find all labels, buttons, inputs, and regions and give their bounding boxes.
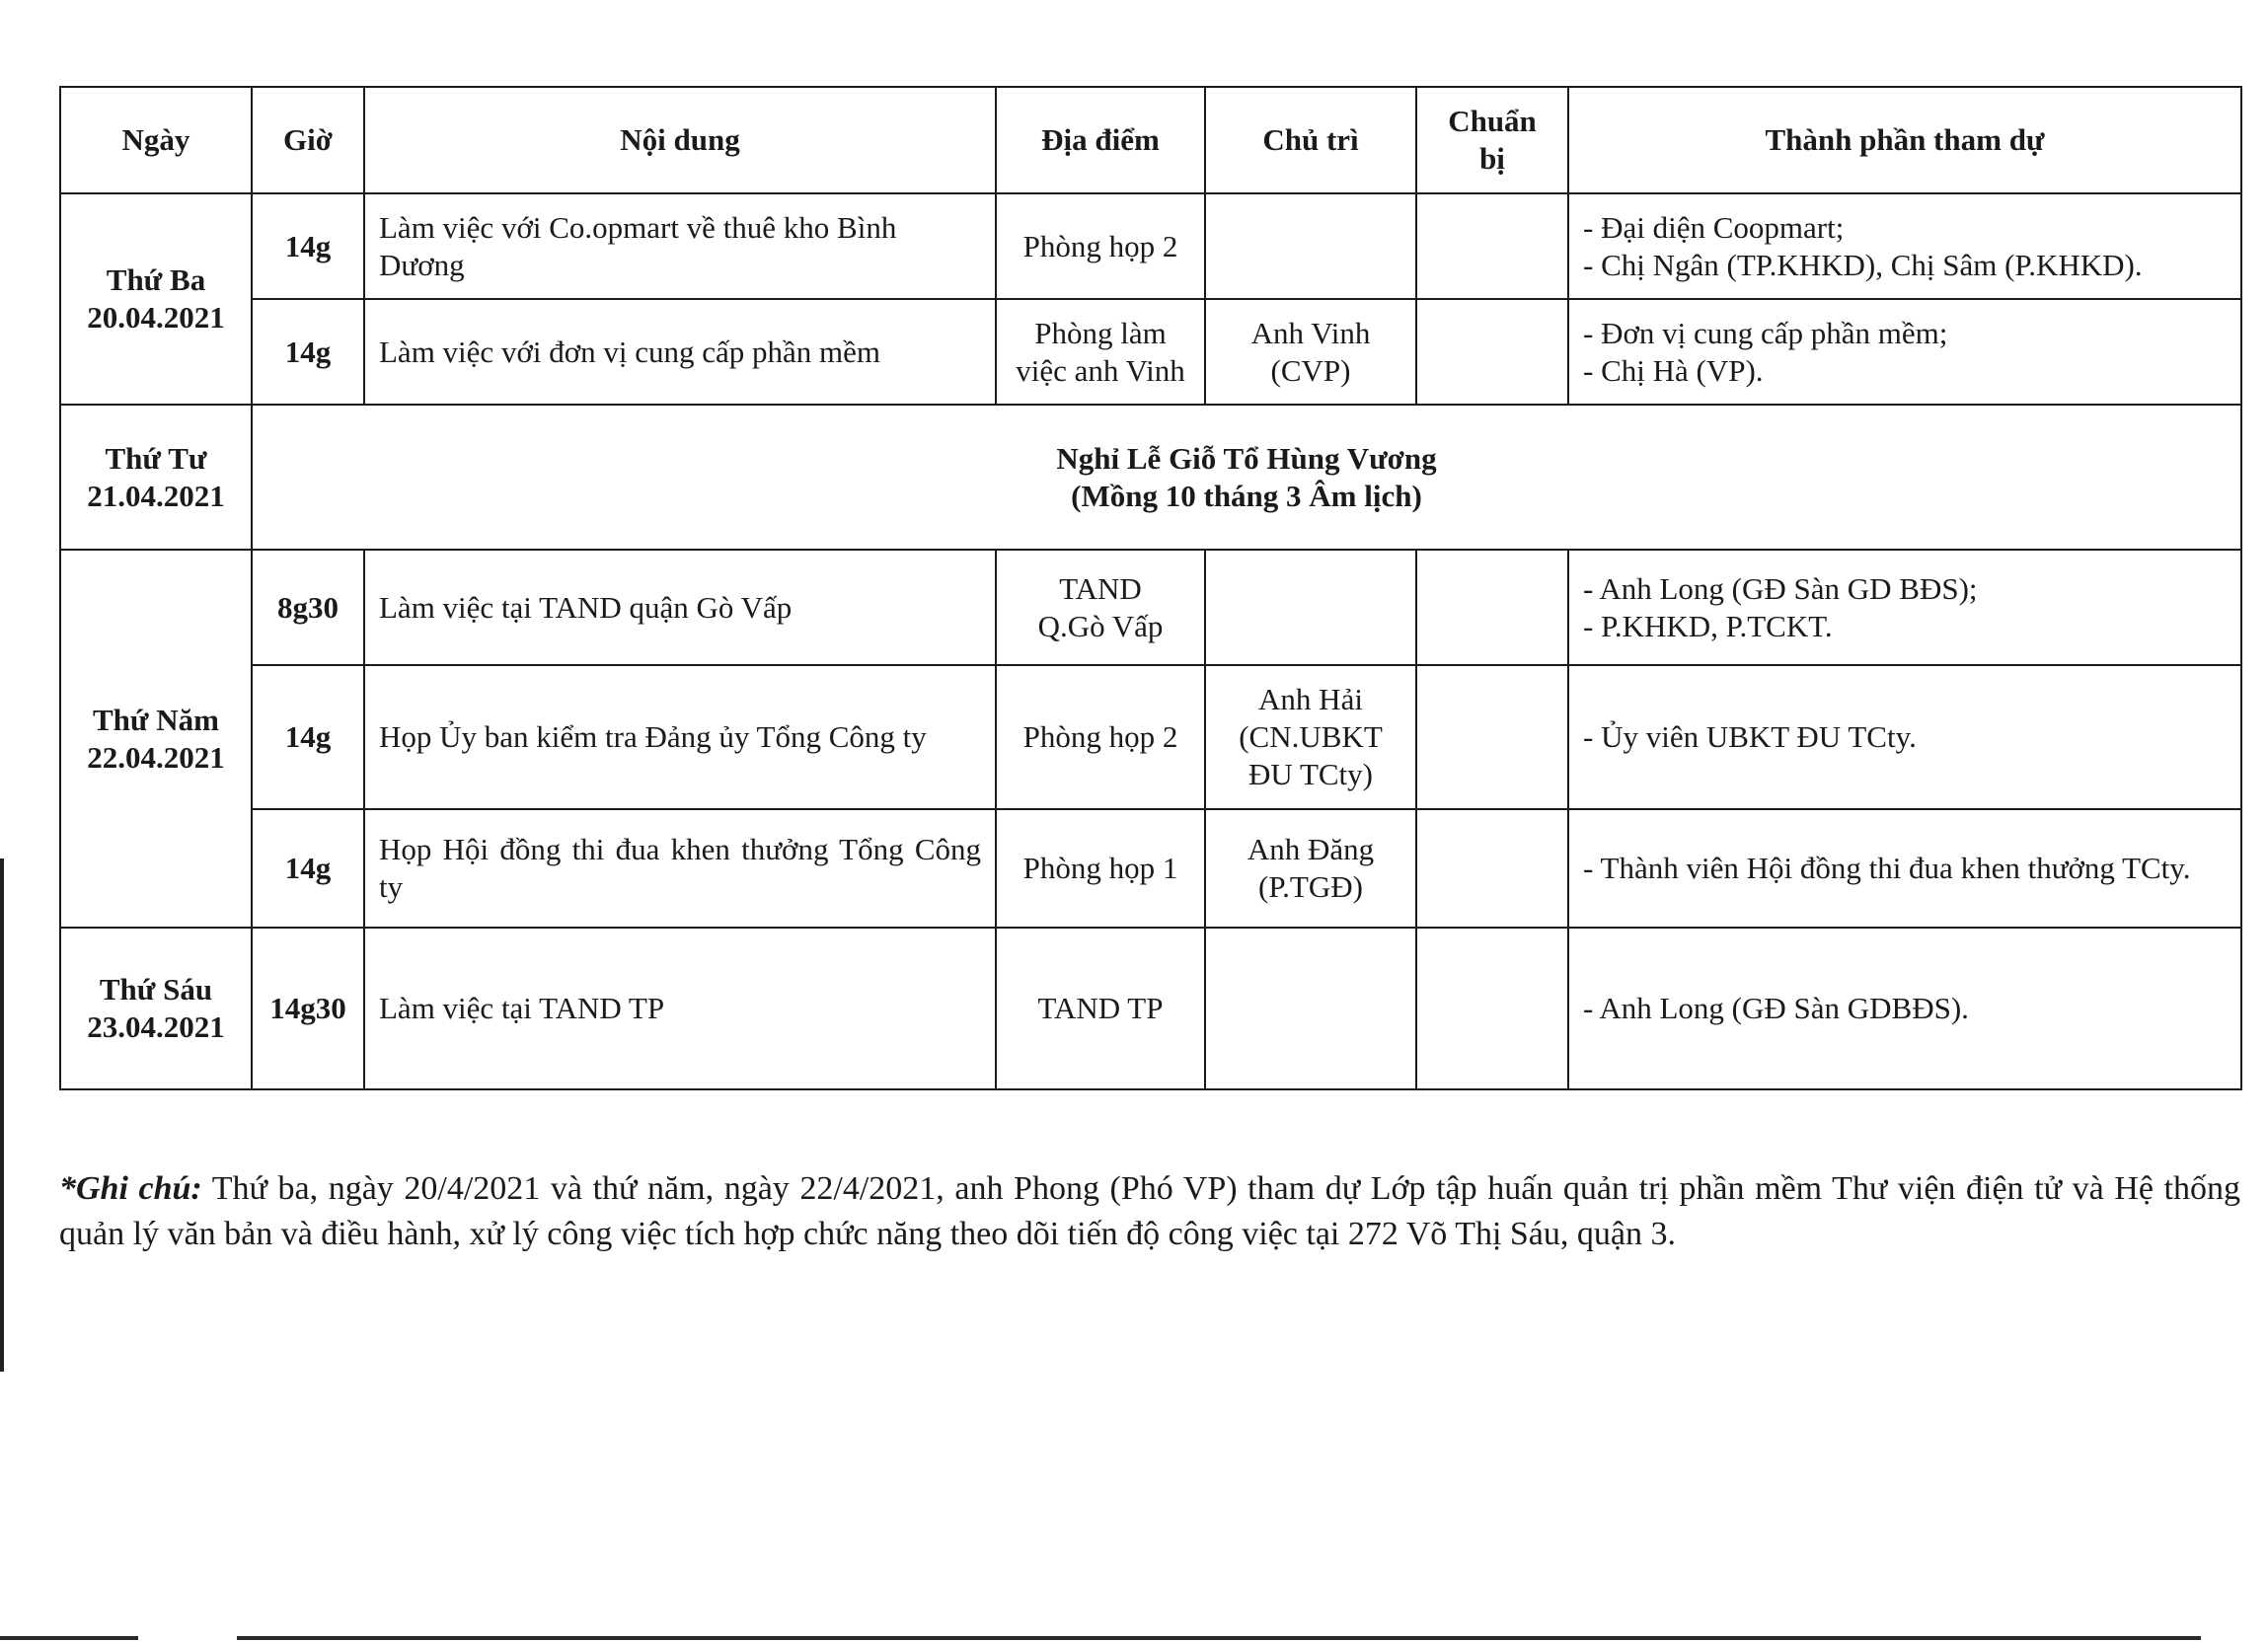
day-name: Thứ Năm bbox=[93, 702, 219, 737]
attendees-cell bbox=[1568, 299, 2241, 405]
time-cell: 14g bbox=[252, 193, 364, 299]
holiday-subtitle: (Mồng 10 tháng 3 Âm lịch) bbox=[1071, 478, 1422, 513]
content-cell: Làm việc với đơn vị cung cấp phần mềm bbox=[364, 299, 996, 405]
footnote-text: Thứ ba, ngày 20/4/2021 và thứ năm, ngày 22/4/2021, anh Phong (Phó VP) tham dự Lớp tập huấn quản trị phần mềm Thư viện điện tử và Hệ thống quản lý văn bản và điều hành, xử lý công việc tích hợp chức năng theo dõi tiến độ công việc tại 272 Võ Thị Sáu, quận 3. bbox=[59, 1170, 2240, 1252]
location-cell bbox=[996, 665, 1205, 809]
header-attendees: Thành phần tham dự bbox=[1568, 87, 2241, 193]
attendee-line: - Anh Long (GĐ Sàn GDBĐS). bbox=[1583, 991, 1969, 1025]
table-row bbox=[60, 928, 2241, 1089]
attendee-line: - Ủy viên UBKT ĐU TCty. bbox=[1583, 719, 1917, 754]
day-cell bbox=[60, 550, 252, 928]
location-line: Phòng họp 2 bbox=[1022, 228, 1178, 263]
attendee-line: - Đại diện Coopmart; bbox=[1583, 209, 1845, 245]
day-name: Thứ Ba bbox=[106, 262, 206, 297]
day-name: Thứ Tư bbox=[105, 440, 207, 476]
host-cell bbox=[1205, 665, 1416, 809]
header-prep-line2: bị bbox=[1479, 141, 1505, 176]
table-row bbox=[60, 405, 2241, 550]
host-cell bbox=[1205, 193, 1416, 299]
host-line: (P.TGĐ) bbox=[1258, 869, 1363, 904]
attendees-cell bbox=[1568, 665, 2241, 809]
header-prep-line1: Chuẩn bbox=[1448, 104, 1537, 138]
header-day: Ngày bbox=[60, 87, 252, 193]
host-cell bbox=[1205, 809, 1416, 928]
header-location: Địa điểm bbox=[996, 87, 1205, 193]
location-cell bbox=[996, 928, 1205, 1089]
location-line: Phòng họp 2 bbox=[1022, 719, 1178, 754]
location-cell bbox=[996, 809, 1205, 928]
holiday-cell bbox=[252, 405, 2241, 550]
time-cell: 14g bbox=[252, 809, 364, 928]
host-cell bbox=[1205, 299, 1416, 405]
location-line: TAND bbox=[1059, 570, 1142, 606]
schedule-table bbox=[59, 86, 2242, 1090]
host-cell bbox=[1205, 928, 1416, 1089]
time-cell: 14g bbox=[252, 665, 364, 809]
content-cell: Làm việc tại TAND TP bbox=[364, 928, 996, 1089]
attendees-cell bbox=[1568, 928, 2241, 1089]
day-cell bbox=[60, 405, 252, 550]
day-cell bbox=[60, 928, 252, 1089]
header-row bbox=[60, 87, 2241, 193]
time-cell: 14g bbox=[252, 299, 364, 405]
table-row bbox=[60, 299, 2241, 405]
host-line: Anh Hải bbox=[1258, 682, 1363, 716]
host-line: Anh Đăng bbox=[1247, 832, 1375, 866]
day-name: Thứ Sáu bbox=[99, 972, 213, 1007]
table-row bbox=[60, 550, 2241, 665]
bottom-rule-left bbox=[0, 1636, 138, 1640]
time-cell: 8g30 bbox=[252, 550, 364, 665]
prep-cell bbox=[1416, 809, 1568, 928]
table-row bbox=[60, 665, 2241, 809]
attendee-line: - Anh Long (GĐ Sàn GD BĐS); bbox=[1583, 570, 1978, 606]
header-time: Giờ bbox=[252, 87, 364, 193]
content-cell: Làm việc tại TAND quận Gò Vấp bbox=[364, 550, 996, 665]
location-line: việc anh Vinh bbox=[1016, 352, 1185, 388]
table-row bbox=[60, 809, 2241, 928]
attendees-cell: - Thành viên Hội đồng thi đua khen thưởng TCty. bbox=[1568, 809, 2241, 928]
prep-cell bbox=[1416, 928, 1568, 1089]
attendees-cell bbox=[1568, 193, 2241, 299]
host-line: Anh Vinh bbox=[1250, 315, 1371, 350]
time-cell: 14g30 bbox=[252, 928, 364, 1089]
host-line: (CVP) bbox=[1270, 352, 1351, 388]
prep-cell bbox=[1416, 193, 1568, 299]
content-cell: Làm việc với Co.opmart về thuê kho Bình Dương bbox=[364, 193, 996, 299]
table-row bbox=[60, 193, 2241, 299]
header-prep bbox=[1416, 87, 1568, 193]
location-line: Phòng làm bbox=[1034, 315, 1167, 350]
content-cell: Họp Ủy ban kiểm tra Đảng ủy Tổng Công ty bbox=[364, 665, 996, 809]
host-line: (CN.UBKT bbox=[1239, 719, 1383, 754]
day-date: 20.04.2021 bbox=[87, 300, 225, 335]
bottom-rule bbox=[237, 1636, 2201, 1640]
host-cell bbox=[1205, 550, 1416, 665]
location-line: TAND TP bbox=[1037, 991, 1164, 1025]
header-content: Nội dung bbox=[364, 87, 996, 193]
location-cell bbox=[996, 299, 1205, 405]
prep-cell bbox=[1416, 299, 1568, 405]
day-date: 21.04.2021 bbox=[87, 478, 225, 513]
location-line: Q.Gò Vấp bbox=[1037, 608, 1164, 643]
attendee-line: - Chị Hà (VP). bbox=[1583, 352, 1764, 388]
content-cell: Họp Hội đồng thi đua khen thưởng Tổng Công ty bbox=[364, 809, 996, 928]
location-cell bbox=[996, 193, 1205, 299]
host-line: ĐU TCty) bbox=[1247, 757, 1373, 791]
prep-cell bbox=[1416, 550, 1568, 665]
footnote-label: *Ghi chú: bbox=[59, 1170, 202, 1207]
scan-edge-mark bbox=[0, 858, 4, 1372]
day-date: 23.04.2021 bbox=[87, 1009, 225, 1044]
location-cell bbox=[996, 550, 1205, 665]
attendees-cell bbox=[1568, 550, 2241, 665]
location-line: Phòng họp 1 bbox=[1022, 851, 1178, 885]
prep-cell bbox=[1416, 665, 1568, 809]
attendee-line: - Đơn vị cung cấp phần mềm; bbox=[1583, 315, 1948, 350]
day-date: 22.04.2021 bbox=[87, 739, 225, 775]
footnote bbox=[59, 1166, 2240, 1257]
attendee-line: - P.KHKD, P.TCKT. bbox=[1583, 608, 1833, 643]
holiday-title: Nghỉ Lễ Giỗ Tổ Hùng Vương bbox=[1056, 440, 1437, 476]
header-host: Chủ trì bbox=[1205, 87, 1416, 193]
attendee-line: - Chị Ngân (TP.KHKD), Chị Sâm (P.KHKD). bbox=[1583, 247, 2143, 282]
day-cell bbox=[60, 193, 252, 405]
